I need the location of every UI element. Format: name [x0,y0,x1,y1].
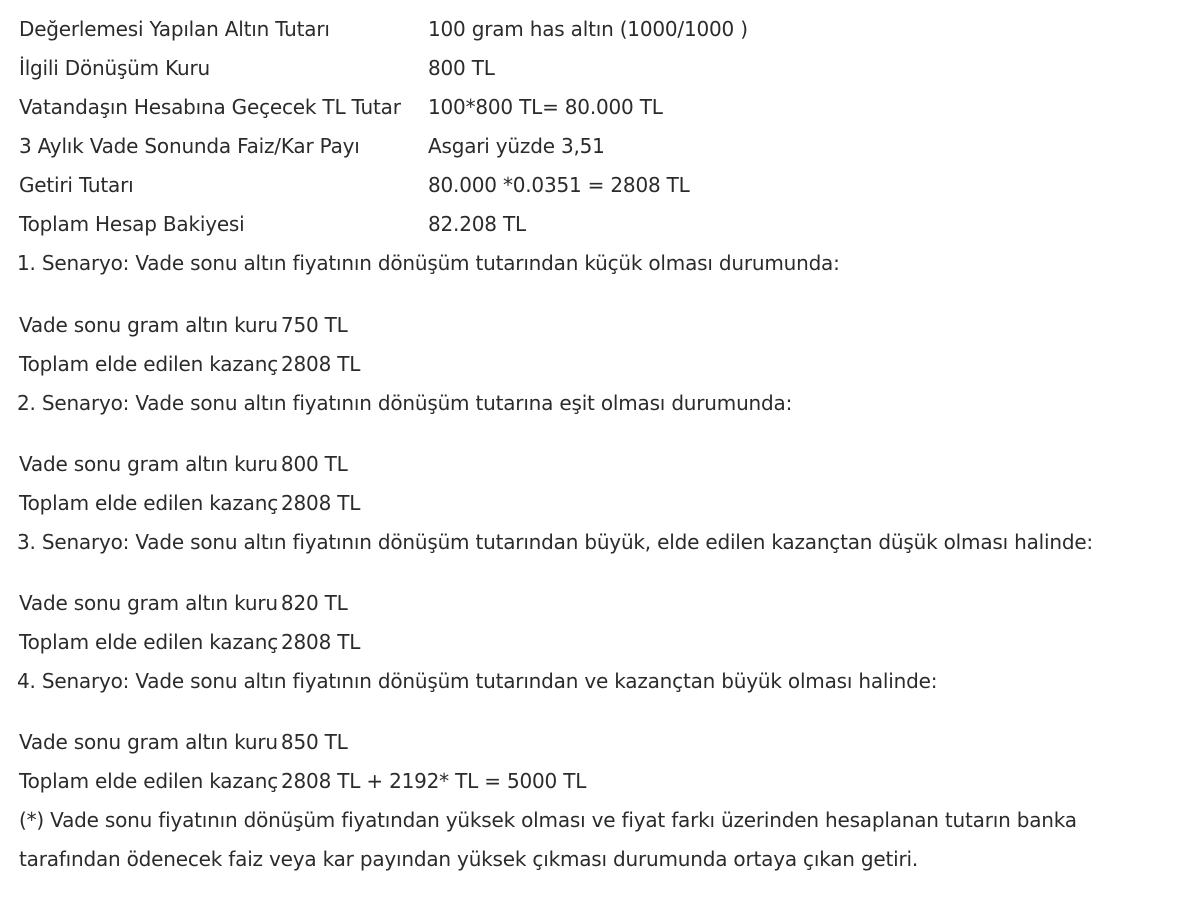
footnote: (*) Vade sonu fiyatının dönüşüm fiyatından yüksek olması ve fiyat farkı üzerinden hesaplanan tutarın banka tarafından ödenecek faiz veya kar payından yüksek çıkması durumunda ortaya çıkan getiri. [19,808,1077,871]
summary-label: 3 Aylık Vade Sonunda Faiz/Kar Payı [19,134,360,158]
summary-value: Asgari yüzde 3,51 [428,134,605,158]
scenario-1-rate [19,306,348,345]
rate-label: Vade sonu gram altın kuru [19,730,278,754]
scenario-1-gain [19,345,360,384]
summary-label: Getiri Tutarı [19,173,134,197]
gain-value: 2808 TL + 2192* TL = 5000 TL [281,769,587,793]
summary-label: Değerlemesi Yapılan Altın Tutarı [19,17,330,41]
scenario-2-rate [19,445,348,484]
scenario-3-gain [19,623,360,662]
gain-label: Toplam elde edilen kazanç [19,630,278,654]
rate-label: Vade sonu gram altın kuru [19,452,278,476]
scenario-4-title: 4. Senaryo: Vade sonu altın fiyatının dönüşüm tutarından ve kazançtan büyük olması halinde: [17,669,938,693]
summary-label: Toplam Hesap Bakiyesi [19,212,245,236]
scenario-2-gain [19,484,360,523]
gain-value: 2808 TL [281,352,361,376]
gain-label: Toplam elde edilen kazanç [19,491,278,515]
scenario-4-gain [19,762,586,801]
scenario-3-rate [19,584,348,623]
summary-value: 100 gram has altın (1000/1000 ) [428,17,748,41]
gain-value: 2808 TL [281,630,361,654]
scenario-2-title: 2. Senaryo: Vade sonu altın fiyatının dönüşüm tutarına eşit olması durumunda: [17,391,793,415]
gain-label: Toplam elde edilen kazanç [19,352,278,376]
summary-label: Vatandaşın Hesabına Geçecek TL Tutar [19,95,401,119]
rate-value: 800 TL [280,452,348,476]
summary-value: 800 TL [428,56,495,80]
scenario-3-title: 3. Senaryo: Vade sonu altın fiyatının dönüşüm tutarından büyük, elde edilen kazançtan düşük olması halinde: [17,530,1093,554]
scenario-4-rate [19,723,348,762]
summary-value: 80.000 *0.0351 = 2808 TL [428,173,690,197]
rate-label: Vade sonu gram altın kuru [19,591,278,615]
summary-value: 100*800 TL= 80.000 TL [428,95,663,119]
gain-label: Toplam elde edilen kazanç [19,769,278,793]
summary-value: 82.208 TL [428,212,526,236]
gain-value: 2808 TL [281,491,361,515]
scenario-1-title: 1. Senaryo: Vade sonu altın fiyatının dönüşüm tutarından küçük olması durumunda: [17,251,840,275]
summary-label: İlgili Dönüşüm Kuru [19,56,210,80]
rate-value: 750 TL [280,313,348,337]
rate-label: Vade sonu gram altın kuru [19,313,278,337]
rate-value: 820 TL [280,591,348,615]
rate-value: 850 TL [280,730,348,754]
